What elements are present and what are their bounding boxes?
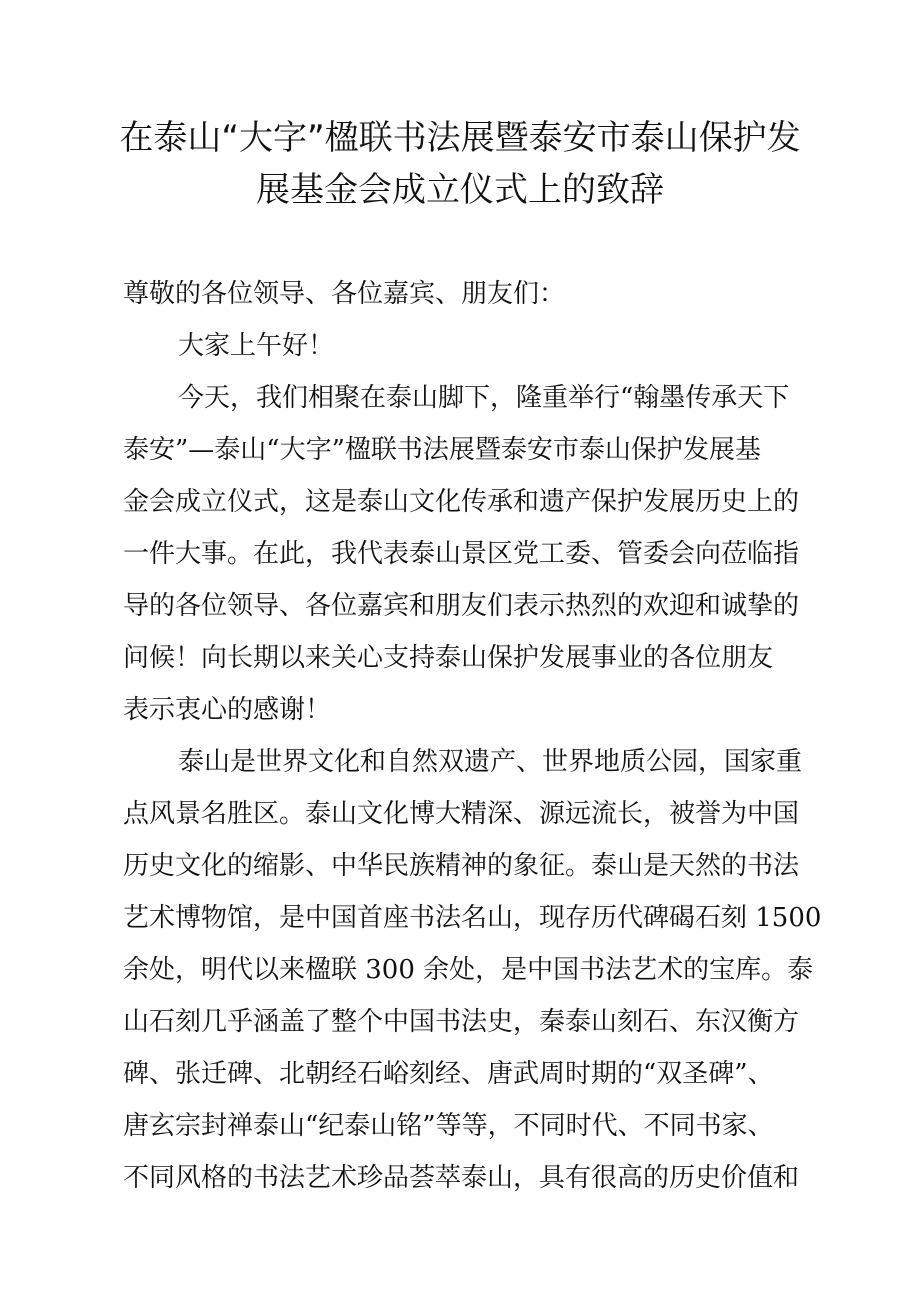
paragraph-2-line-9: 不同风格的书法艺术珍品荟萃泰山，具有很高的历史价值和: [123, 1163, 800, 1193]
paragraph-2-line-5: 余处，明代以来楹联 300 余处，是中国书法艺术的宝库。泰: [123, 955, 814, 985]
paragraph-2-line-1: 泰山是世界文化和自然双遗产、世界地质公园，国家重: [178, 747, 803, 777]
paragraph-1-line-4: 一件大事。在此，我代表泰山景区党工委、管委会向莅临指: [123, 539, 800, 569]
title-line-1: 在泰山“大字”楹联书法展暨泰安市泰山保护发: [119, 118, 801, 158]
paragraph-2-line-7: 碑、张迁碑、北朝经石峪刻经、唐武周时期的“双圣碑”、: [123, 1059, 774, 1089]
document-body: [123, 268, 822, 1204]
paragraph-1-line-6: 问候！向长期以来关心支持泰山保护发展事业的各位朋友: [123, 643, 774, 673]
greeting-line: 大家上午好！: [178, 331, 335, 361]
paragraph-1-line-1: 今天，我们相聚在泰山脚下，隆重举行“翰墨传承天下: [178, 383, 790, 413]
salutation-line: 尊敬的各位领导、各位嘉宾、朋友们：: [123, 279, 566, 309]
title-line-2: 展基金会成立仪式上的致辞: [256, 170, 664, 210]
paragraph-2-line-2: 点风景名胜区。泰山文化博大精深、源远流长，被誉为中国: [123, 799, 800, 829]
paragraph-1-line-5: 导的各位领导、各位嘉宾和朋友们表示热烈的欢迎和诚挚的: [123, 591, 800, 621]
paragraph-2-line-6: 山石刻几乎涵盖了整个中国书法史，秦泰山刻石、东汉衡方: [123, 1007, 800, 1037]
paragraph-1-line-3: 金会成立仪式，这是泰山文化传承和遗产保护发展历史上的: [123, 487, 800, 517]
paragraph-1-line-2: 泰安”—泰山“大字”楹联书法展暨泰安市泰山保护发展基: [123, 435, 761, 465]
paragraph-2-line-8: 唐玄宗封禅泰山“纪泰山铭”等等，不同时代、不同书家、: [123, 1111, 774, 1141]
paragraph-2-line-3: 历史文化的缩影、中华民族精神的象征。泰山是天然的书法: [123, 851, 800, 881]
paragraph-1-line-7: 表示衷心的感谢！: [123, 695, 332, 725]
document-title: [0, 112, 920, 216]
paragraph-2-line-4: 艺术博物馆，是中国首座书法名山，现存历代碑碣石刻 1500: [123, 903, 822, 933]
